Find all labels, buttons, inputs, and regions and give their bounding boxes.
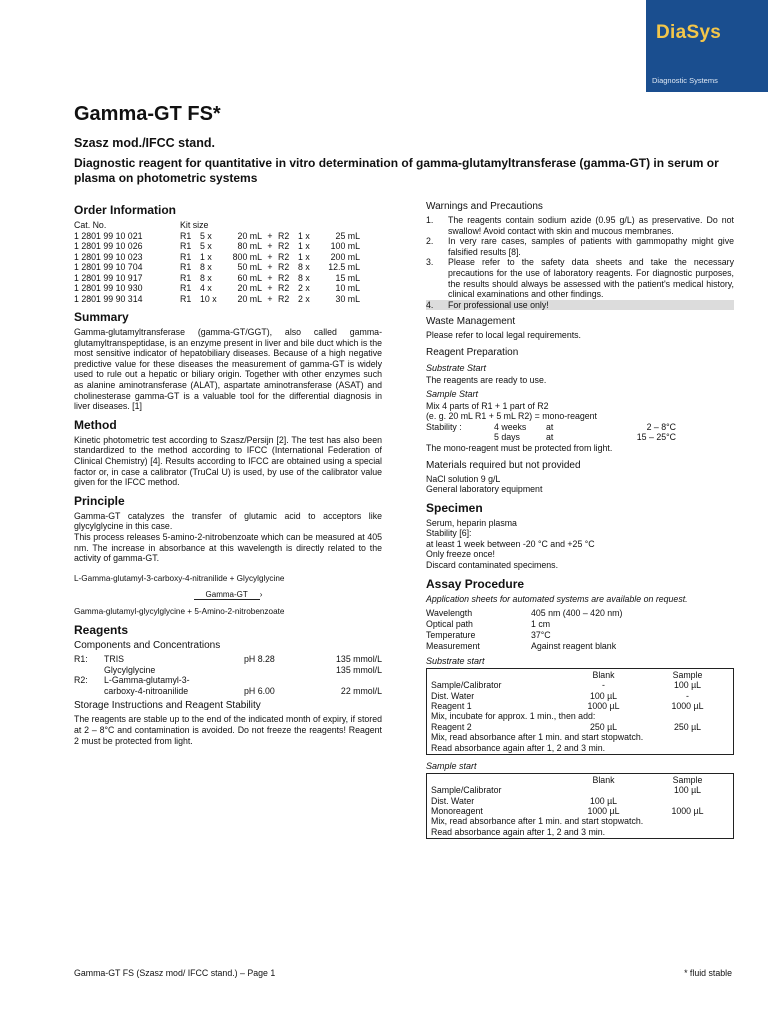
table-row <box>431 722 729 732</box>
row-blank: 250 µL <box>589 721 618 732</box>
reagent-ph <box>244 665 306 676</box>
method-heading: Method <box>74 417 117 432</box>
row-blank: 100 µL <box>589 795 618 806</box>
order-n1: 5 x <box>200 230 212 241</box>
materials-heading: Materials required but not provided <box>426 459 581 471</box>
stability-at: at <box>546 421 554 432</box>
table-row <box>74 262 360 273</box>
materials-line-2: General laboratory equipment <box>426 484 543 495</box>
row-note: Read absorbance again after 1, 2 and 3 min. <box>431 742 606 753</box>
order-n2: 8 x <box>298 272 310 283</box>
order-plus: + <box>267 272 273 283</box>
row-note: Mix, incubate for approx. 1 min., then add: <box>431 711 596 722</box>
warning-text: In very rare cases, samples of patients with gammopathy might give falsified results [8]. <box>448 236 734 257</box>
table-row <box>426 619 622 630</box>
summary-text: Gamma-glutamyltransferase (gamma-GT/GGT), also called gamma-glutamyltranspeptidase, is an enzyme present in liver and bile duct which is the most sensitive indicator of hepatobiliary diseases. Because of a high negative predictive value for these diseases the measurement of gamma-GT is widely used to rule out a hepatic or biliary origin. Together with other enzymes such as alanine aminotransferase (ALAT), aspartate aminotransferase (ASAT) and cholinesterase gamma-GT is a valuable tool for the differential diagnosis in liver diseases. [1] <box>74 327 382 412</box>
table-row <box>74 686 382 697</box>
sample-start-line-1: Mix 4 parts of R1 + 1 part of R2 <box>426 400 549 411</box>
sample-start-heading: Sample Start <box>426 389 479 400</box>
order-n1: 1 x <box>200 251 212 262</box>
order-v2: 100 mL <box>330 241 360 251</box>
order-n1: 4 x <box>200 283 212 293</box>
order-r1: R1 <box>180 262 192 272</box>
col-sample: Sample <box>672 774 703 785</box>
reagent-label: R2: <box>74 675 88 686</box>
order-r1: R1 <box>180 283 192 293</box>
row-key: Dist. Water <box>431 795 475 806</box>
row-note: Mix, read absorbance after 1 min. and start stopwatch. <box>431 816 644 827</box>
order-v2: 12.5 mL <box>328 262 360 272</box>
order-n2: 1 x <box>298 241 310 251</box>
order-cat: 1 2801 99 10 026 <box>74 241 143 251</box>
row-sample <box>646 796 729 806</box>
order-plus: + <box>267 262 273 272</box>
warning-number: 4. <box>426 299 434 310</box>
row-key: Sample/Calibrator <box>431 785 502 796</box>
order-r1: R1 <box>180 293 192 304</box>
order-v2: 15 mL <box>335 272 360 283</box>
specimen-line-4: Only freeze once! <box>426 549 495 560</box>
order-cat: 1 2801 99 10 023 <box>74 251 143 262</box>
order-r1: R1 <box>180 251 192 262</box>
order-n2: 2 x <box>298 283 310 293</box>
warnings-list <box>426 215 734 310</box>
table-row <box>74 231 360 242</box>
order-cat: 1 2801 99 10 917 <box>74 272 143 283</box>
param-value: 1 cm <box>531 619 551 630</box>
table-row <box>74 665 382 676</box>
sample-start-line-2: (e. g. 20 mL R1 + 5 mL R2) = mono-reagent <box>426 411 597 422</box>
order-v1: 50 mL <box>237 262 262 272</box>
page-description: Diagnostic reagent for quantitative in vitro determination of gamma-glutamyltransferase (gamma-GT) in serum or plasma on photometric systems <box>74 156 719 185</box>
reagent-name: carboxy-4-nitroanilide <box>104 685 189 696</box>
list-item <box>426 215 734 236</box>
reagent-conc <box>306 675 382 686</box>
param-value: 405 nm (400 – 420 nm) <box>531 608 623 619</box>
warning-text: Please refer to the safety data sheets and take the necessary precautions for the use of laboratory reagents. For diagnostic purposes, the results should always be assessed with the patient's medical history, clinical examinations and other findings. <box>448 257 734 300</box>
stability-table <box>426 422 676 443</box>
stability-at: at <box>546 432 554 443</box>
table-row <box>431 732 729 742</box>
row-blank: 1000 µL <box>587 805 620 816</box>
order-v2: 30 mL <box>335 293 360 304</box>
components-heading: Components and Concentrations <box>74 640 221 652</box>
order-r2: R2 <box>278 241 290 251</box>
row-sample: 100 µL <box>673 680 702 691</box>
order-r1: R1 <box>180 241 192 251</box>
reaction-arrow <box>74 590 382 601</box>
table-row <box>74 252 360 263</box>
row-note: Read absorbance again after 1, 2 and 3 min. <box>431 826 606 837</box>
order-r2: R2 <box>278 251 290 262</box>
row-key: Dist. Water <box>431 690 475 701</box>
order-cat: 1 2801 99 10 704 <box>74 262 143 272</box>
page-title: Gamma-GT FS* <box>74 103 221 125</box>
stability-temp: 15 – 25°C <box>636 432 676 443</box>
order-v2: 10 mL <box>335 283 360 293</box>
assay-note: Application sheets for automated systems are available on request. <box>426 593 688 604</box>
reagent-conc: 22 mmol/L <box>340 685 382 696</box>
storage-heading: Storage Instructions and Reagent Stability <box>74 700 261 712</box>
specimen-line-3: at least 1 week between -20 °C and +25 °C <box>426 538 595 549</box>
warning-text: The reagents contain sodium azide (0.95 g/L) as preservative. Do not swallow! Avoid contact with skin and mucous membranes. <box>448 215 734 236</box>
principle-text-1: Gamma-GT catalyzes the transfer of glutamic acid to acceptors like glycylglycine in this case. <box>74 510 382 532</box>
specimen-line-5: Discard contaminated specimens. <box>426 560 559 571</box>
row-sample: 1000 µL <box>671 701 704 712</box>
order-heading: Order Information <box>74 203 177 217</box>
order-plus: + <box>267 241 273 251</box>
stability-temp: 2 – 8°C <box>646 421 676 432</box>
order-plus: + <box>267 251 273 262</box>
order-v1: 20 mL <box>237 293 262 304</box>
list-item <box>426 257 734 299</box>
order-v2: 200 mL <box>330 251 360 262</box>
table-row <box>431 743 729 753</box>
warning-number: 2. <box>426 236 434 247</box>
order-r1: R1 <box>180 230 192 241</box>
reaction-equation <box>74 574 382 618</box>
param-key: Measurement <box>426 641 480 652</box>
order-r1: R1 <box>180 272 192 283</box>
reagent-label <box>74 686 104 697</box>
arrow-head-icon: › <box>259 590 263 600</box>
substrate-start-text: The reagents are ready to use. <box>426 374 547 385</box>
table-row <box>74 241 360 252</box>
right-column <box>426 201 734 843</box>
warnings-heading: Warnings and Precautions <box>426 201 543 212</box>
order-r2: R2 <box>278 230 290 241</box>
mono-reagent-note: The mono-reagent must be protected from light. <box>426 442 613 453</box>
list-item <box>426 236 734 257</box>
order-v1: 80 mL <box>237 241 262 251</box>
table-row <box>431 806 729 816</box>
order-v1: 60 mL <box>237 272 262 283</box>
reagent-name: TRIS <box>104 654 125 665</box>
reagent-ph: pH 8.28 <box>244 654 275 665</box>
order-cat: 1 2801 99 10 021 <box>74 230 143 241</box>
table-row <box>74 675 382 686</box>
order-n1: 8 x <box>200 262 212 272</box>
reagent-conc: 135 mmol/L <box>336 654 382 665</box>
waste-heading: Waste Management <box>426 316 516 328</box>
order-n2: 2 x <box>298 293 310 304</box>
reaction-substrates: L-Gamma-glutamyl-3-carboxy-4-nitranilide + Glycylglycine <box>74 573 285 583</box>
order-n1: 8 x <box>200 272 212 283</box>
order-n2: 8 x <box>298 262 310 272</box>
order-n2: 1 x <box>298 251 310 262</box>
order-n1: 5 x <box>200 241 212 251</box>
table-row <box>431 701 729 711</box>
order-col-cat: Cat. No. <box>74 220 107 230</box>
warning-number: 3. <box>426 257 434 268</box>
assay-params-table <box>426 608 622 652</box>
col-blank: Blank <box>592 669 615 680</box>
reagent-ph: pH 6.00 <box>244 685 275 696</box>
order-r2: R2 <box>278 272 290 283</box>
waste-text: Please refer to local legal requirements. <box>426 330 582 341</box>
left-column <box>74 203 382 746</box>
stability-time: 5 days <box>494 432 520 443</box>
reagent-label <box>74 665 104 676</box>
list-item-highlighted <box>426 300 734 311</box>
col-sample: Sample <box>672 669 703 680</box>
table-row <box>431 816 729 826</box>
prep-heading: Reagent Preparation <box>426 346 519 358</box>
row-sample: 1000 µL <box>671 805 704 816</box>
param-value: 37°C <box>531 630 551 641</box>
footer-page-label: Gamma-GT FS (Szasz mod/ IFCC stand.) – Page 1 <box>74 968 276 978</box>
order-v1: 20 mL <box>237 230 262 241</box>
substrate-start-heading: Substrate Start <box>426 362 487 373</box>
param-key: Wavelength <box>426 608 473 619</box>
row-sample: - <box>686 690 689 701</box>
table-row <box>426 432 676 443</box>
reagent-label: R1: <box>74 654 88 665</box>
row-key: Sample/Calibrator <box>431 680 502 691</box>
materials-line-1: NaCl solution 9 g/L <box>426 473 501 484</box>
principle-text-2: This process releases 5-amino-2-nitrobenzoate which can be measured at 405 nm. The increase in absorbance at this wavelength is directly related to the activity of gamma-GT. <box>74 531 382 564</box>
table-row <box>426 608 622 619</box>
order-n1: 10 x <box>200 293 217 304</box>
table-row <box>74 273 360 284</box>
order-n2: 1 x <box>298 230 310 241</box>
reagent-name: Glycylglycine <box>104 664 156 675</box>
reaction-products: Gamma-glutamyl-glycylglycine + 5-Amino-2-nitrobenzoate <box>74 606 285 616</box>
order-v1: 20 mL <box>237 283 262 293</box>
order-table <box>74 220 360 304</box>
order-cat: 1 2801 99 10 930 <box>74 283 143 293</box>
order-v2: 25 mL <box>335 230 360 241</box>
row-note: Mix, read absorbance after 1 min. and start stopwatch. <box>431 732 644 743</box>
sample-start-table <box>426 773 734 839</box>
logo-tagline: Diagnostic Systems <box>652 76 718 85</box>
row-sample: 250 µL <box>673 721 702 732</box>
table-row <box>74 294 360 305</box>
order-plus: + <box>267 283 273 293</box>
specimen-heading: Specimen <box>426 500 483 515</box>
order-v1: 800 mL <box>232 251 262 262</box>
order-col-kit: Kit size <box>180 220 209 230</box>
footer-note: * fluid stable <box>684 968 732 978</box>
stability-label: Stability : <box>426 421 462 432</box>
param-key: Temperature <box>426 630 476 641</box>
order-r2: R2 <box>278 283 290 293</box>
table-row <box>426 630 622 641</box>
row-blank: 1000 µL <box>587 701 620 712</box>
order-r2: R2 <box>278 293 290 304</box>
table-row <box>426 641 622 652</box>
col-blank: Blank <box>592 774 615 785</box>
table-row <box>431 670 729 680</box>
table-row <box>426 422 676 433</box>
order-plus: + <box>267 230 273 241</box>
reagents-heading: Reagents <box>74 623 129 638</box>
table-row <box>74 654 382 665</box>
reagent-name: L-Gamma-glutamyl-3- <box>104 675 190 686</box>
components-table <box>74 654 382 696</box>
warning-text: For professional use only! <box>448 299 549 310</box>
param-key: Optical path <box>426 619 473 630</box>
row-sample: 100 µL <box>673 785 702 796</box>
row-blank <box>561 785 646 795</box>
substrate-start-table-heading: Substrate start <box>426 656 485 667</box>
specimen-line-1: Serum, heparin plasma <box>426 517 517 528</box>
row-blank: 100 µL <box>589 690 618 701</box>
order-cat: 1 2801 99 90 314 <box>74 293 143 304</box>
principle-heading: Principle <box>74 493 125 508</box>
order-plus: + <box>267 293 273 304</box>
reagent-conc: 135 mmol/L <box>336 664 382 675</box>
stability-time: 4 weeks <box>494 421 527 432</box>
table-row <box>431 691 729 701</box>
order-header-row <box>74 220 360 231</box>
diasys-logo <box>646 0 768 92</box>
page-subtitle: Szasz mod./IFCC stand. <box>74 136 215 150</box>
logo-brand: DiaSys <box>656 22 722 43</box>
table-row <box>74 283 360 294</box>
assay-heading: Assay Procedure <box>426 576 525 591</box>
reagent-ph <box>244 675 306 686</box>
table-row <box>431 827 729 837</box>
row-key: Reagent 2 <box>431 721 472 732</box>
row-key: Reagent 1 <box>431 701 472 712</box>
summary-heading: Summary <box>74 310 129 324</box>
row-blank: - <box>602 680 605 691</box>
enzyme-label: Gamma-GT <box>194 590 260 600</box>
table-row <box>431 785 729 795</box>
warning-number: 1. <box>426 215 434 225</box>
substrate-start-table <box>426 668 734 755</box>
table-row <box>431 680 729 690</box>
specimen-line-2: Stability [6]: <box>426 528 472 539</box>
table-row <box>431 796 729 806</box>
method-text: Kinetic photometric test according to Szasz/Persijn [2]. The test has also been standardized to the method according to IFCC (International Federation of Clinical Chemistry) [4]. Results according to IFCC are obtained using a special factor or, in case a calibrator (TruCal U) is used, by use of the calibrator value given for the IFCC method. <box>74 434 382 488</box>
storage-text: The reagents are stable up to the end of the indicated month of expiry, if stored at 2 – 8°C and contamination is avoided. Do not freeze the reagents! Reagent 2 must be protected from light. <box>74 714 382 746</box>
table-row <box>431 711 729 721</box>
table-row <box>431 775 729 785</box>
order-r2: R2 <box>278 262 290 272</box>
param-value: Against reagent blank <box>531 641 617 652</box>
sample-start-table-heading: Sample start <box>426 761 477 772</box>
row-key: Monoreagent <box>431 805 483 816</box>
